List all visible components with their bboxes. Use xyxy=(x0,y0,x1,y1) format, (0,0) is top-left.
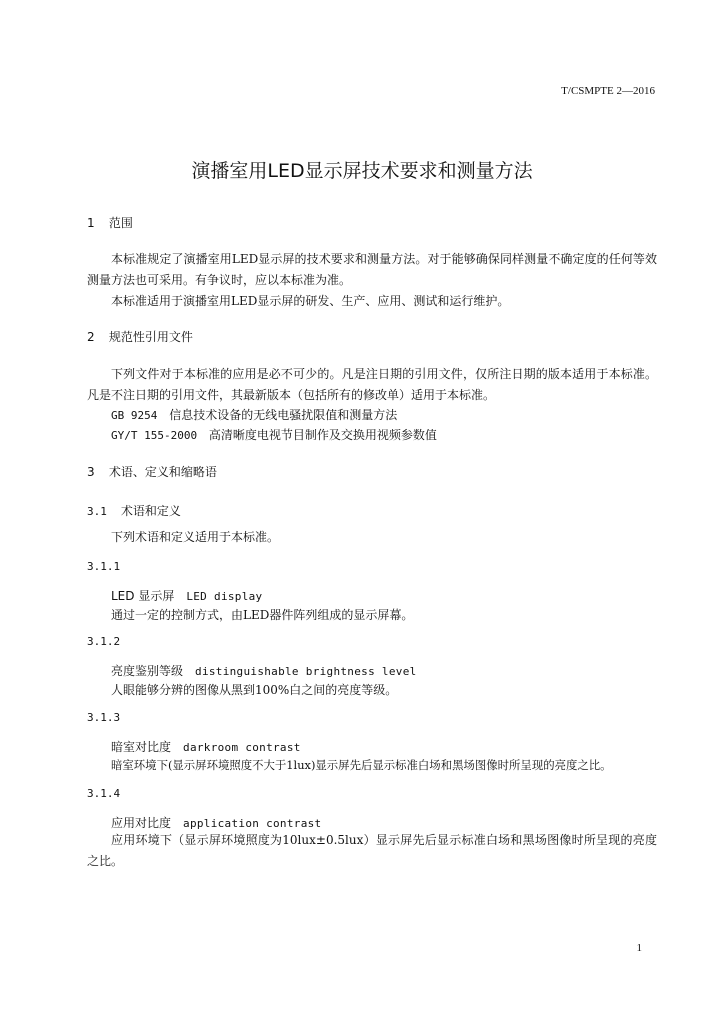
term-number: 3.1.2 xyxy=(87,635,121,648)
page-number: 1 xyxy=(636,942,642,954)
section-title: 规范性引用文件 xyxy=(108,330,193,344)
term-definition: 应用环境下（显示屏环境照度为10lux±0.5lux）显示屏先后显示标准白场和黑场图像时所呈现的亮度之比。 xyxy=(87,833,657,868)
reference-item xyxy=(111,406,397,423)
document-code: T/CSMPTE 2—2016 xyxy=(561,85,655,97)
document-title: 演播室用LED显示屏技术要求和测量方法 xyxy=(191,160,533,182)
term-number: 3.1.3 xyxy=(87,711,121,724)
section-1-paragraph-2: 本标准适用于演播室用LED显示屏的研发、生产、应用、测试和运行维护。 xyxy=(111,294,510,308)
term-english: distinguishable brightness level xyxy=(195,665,417,678)
section-1-paragraph-1: 本标准规定了演播室用LED显示屏的技术要求和测量方法。对于能够确保同样测量不确定度的任何等效测量方法也可采用。有争议时，应以本标准为准。 xyxy=(87,252,657,287)
term-number: 3.1.1 xyxy=(87,560,121,573)
term-english: application contrast xyxy=(183,817,322,830)
section-3-heading xyxy=(87,463,217,480)
subsection-3-1-heading xyxy=(87,502,181,519)
term-chinese: 亮度鉴别等级 xyxy=(111,664,184,678)
reference-item xyxy=(111,426,437,443)
term-chinese: 应用对比度 xyxy=(111,816,172,830)
subsection-intro: 下列术语和定义适用于本标准。 xyxy=(111,530,280,544)
section-title: 术语、定义和缩略语 xyxy=(108,465,217,479)
term-definition: 人眼能够分辨的图像从黑到100%白之间的亮度等级。 xyxy=(111,683,398,697)
reference-code: GY/T 155-2000 xyxy=(111,429,198,442)
reference-name: 高清晰度电视节目制作及交换用视频参数值 xyxy=(208,428,437,442)
term-definition: 通过一定的控制方式，由LED器件阵列组成的显示屏幕。 xyxy=(111,608,414,622)
term-title xyxy=(111,738,301,755)
reference-code: GB 9254 xyxy=(111,409,158,422)
section-2-heading xyxy=(87,328,193,345)
term-english: LED display xyxy=(186,590,263,603)
term-english: darkroom contrast xyxy=(183,741,301,754)
term-title xyxy=(111,814,321,831)
section-number: 1 xyxy=(87,216,95,230)
section-number: 3 xyxy=(87,465,95,479)
term-chinese: LED 显示屏 xyxy=(111,589,175,603)
term-chinese: 暗室对比度 xyxy=(111,740,172,754)
term-definition: 暗室环境下(显示屏环境照度不大于1lux)显示屏先后显示标准白场和黑场图像时所呈现的亮度之比。 xyxy=(111,758,612,772)
section-2-paragraph-1: 下列文件对于本标准的应用是必不可少的。凡是注日期的引用文件，仅所注日期的版本适用于本标准。凡是不注日期的引用文件，其最新版本（包括所有的修改单）适用于本标准。 xyxy=(87,367,657,402)
term-title xyxy=(111,662,417,679)
section-number: 2 xyxy=(87,330,95,344)
section-title: 范围 xyxy=(108,216,133,230)
section-1-heading xyxy=(87,214,133,231)
subsection-number: 3.1 xyxy=(87,505,107,518)
term-title xyxy=(111,587,262,604)
term-number: 3.1.4 xyxy=(87,787,121,800)
subsection-title: 术语和定义 xyxy=(120,504,181,518)
reference-name: 信息技术设备的无线电骚扰限值和测量方法 xyxy=(169,408,398,422)
